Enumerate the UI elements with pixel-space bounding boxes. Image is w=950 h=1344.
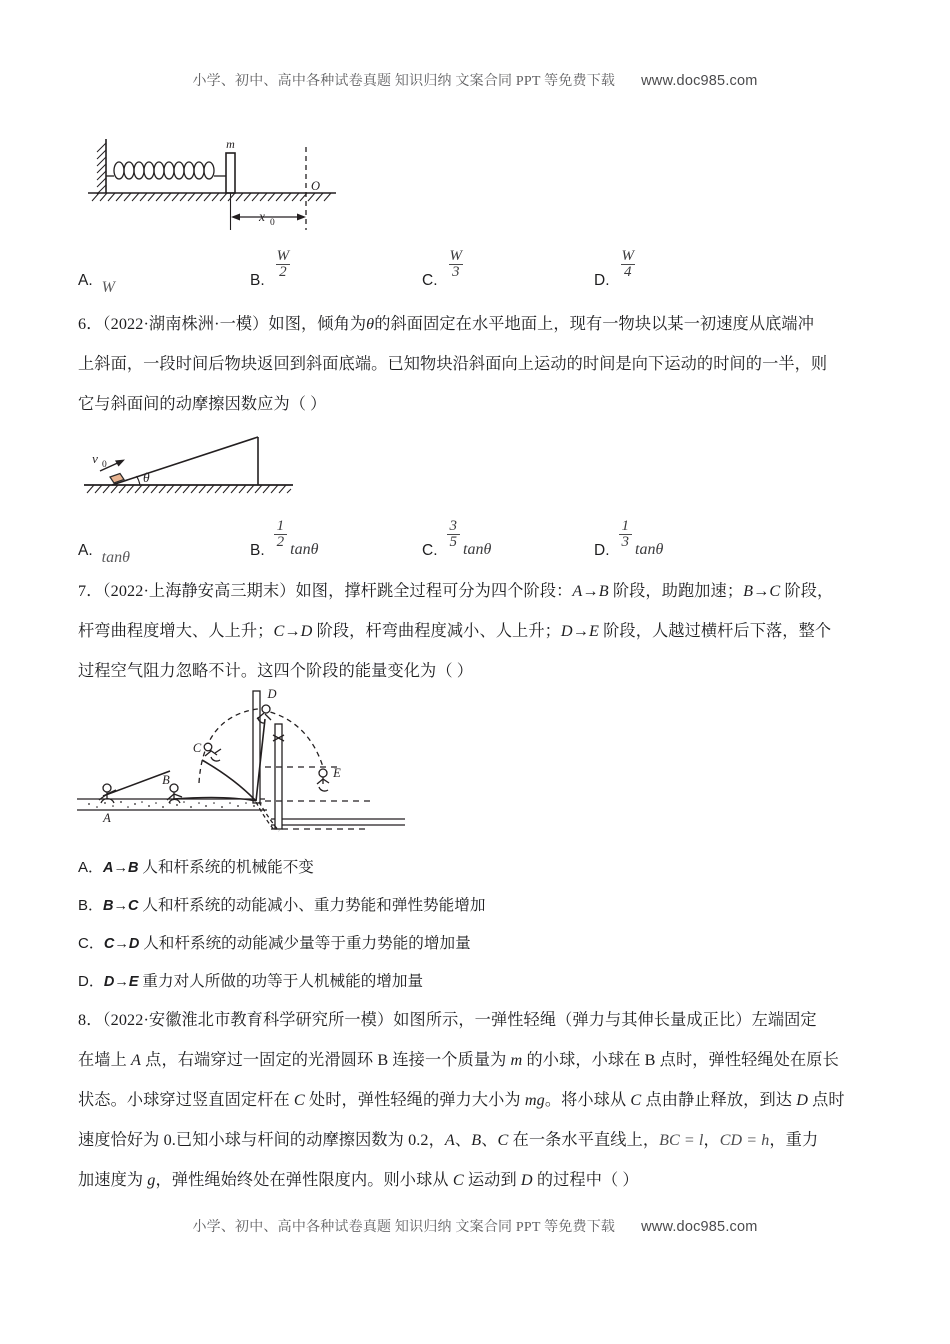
q7-answer-b-mark: B→C [103, 898, 139, 914]
figure-label-v0 [92, 451, 107, 470]
q8-line-4 [78, 1120, 878, 1161]
q6-option-b[interactable] [250, 518, 318, 560]
q6-option-a-value: tanθ [101, 549, 130, 566]
q6-options-row [78, 517, 878, 566]
q7-answer-a-label: A． [78, 859, 104, 876]
q6-option-b-denominator: 2 [274, 534, 288, 551]
header-watermark [0, 70, 950, 90]
footer-watermark-url: www.doc985.com [641, 1219, 758, 1235]
q8-line-1: 8．（2022·安徽淮北市教育科学研究所一模）如图所示，一弹性轻绳（弹力与其伸长量成正比）左端固定 [78, 1011, 817, 1029]
figure-spring-block [78, 133, 378, 233]
svg-text:0: 0 [270, 218, 275, 228]
q6-option-d-denominator: 3 [619, 534, 633, 551]
q7-answer-c-label: C． [78, 935, 104, 952]
figure-label-m: m [226, 137, 235, 151]
q7-answer-d-label: D． [78, 973, 104, 990]
q5-option-d-denominator: 4 [621, 264, 635, 281]
q6-option-c[interactable] [422, 518, 491, 560]
q7-answer-b-text: 人和杆系统的动能减小、重力势能和弹性势能增加 [138, 897, 486, 914]
q6-line-2: 上斜面，一段时间后物块返回到斜面底端。已知物块沿斜面向上运动的时间是向下运动的时间的一半，则 [78, 355, 828, 373]
q5-option-c-value [447, 249, 466, 282]
q5-option-b-value [274, 249, 293, 282]
q5-option-c-label: C. [422, 271, 438, 289]
q5-option-d-numerator: W [621, 247, 634, 264]
q8-expression-cd: CD = h [719, 1132, 770, 1149]
q7-answer-a-text: 人和杆系统的机械能不变 [138, 859, 314, 876]
q7-line-2: 杆弯曲程度增大、人上升；C→D 阶段，杆弯曲程度减小、人上升；D→E 阶段，人越过横杆后下落，整个 [78, 622, 832, 640]
q5-option-c-denominator: 3 [449, 264, 463, 281]
q6-option-b-fraction [274, 519, 288, 552]
svg-text:x: x [259, 209, 265, 224]
q8-line-5: 加速度为 g，弹性绳始终处在弹性限度内。则小球从 C 运动到 D 的过程中（ ） [78, 1171, 639, 1189]
q7-answer-c-text: 人和杆系统的动能减少量等于重力势能的增加量 [139, 935, 471, 952]
stick-figure-a [99, 784, 116, 803]
q5-option-c[interactable] [422, 248, 465, 290]
q6-option-a-label: A. [78, 541, 93, 559]
q8-line-4-text-a: 速度恰好为 0.已知小球与杆间的动摩擦因数为 0.2，A、B、C 在一条水平直线上， [78, 1131, 660, 1149]
q6-option-d-suffix: tanθ [635, 541, 664, 558]
q6-option-c-numerator: 3 [449, 517, 457, 534]
q6-line-1: 6．（2022·湖南株洲·一模）如图，倾角为θ的斜面固定在水平地面上，现有一物块以某一初速度从底端冲 [78, 315, 814, 333]
q5-option-b-label: B. [250, 271, 265, 289]
footer-watermark-text: 小学、初中、高中各种试卷真题 知识归纳 文案合同 PPT 等免费下载 [192, 1220, 616, 1235]
q7-answer-d[interactable] [78, 974, 878, 990]
q7-answer-d-text: 重力对人所做的功等于人机械能的增加量 [138, 973, 424, 990]
figure-label-theta: θ [143, 470, 150, 485]
q5-option-a-value: W [101, 279, 115, 296]
figure-label-B: B [162, 773, 170, 787]
figure-inclined-plane [78, 432, 328, 504]
stick-figure-e [317, 769, 329, 791]
figure-label-D: D [267, 687, 277, 701]
q7-answer-d-mark: D→E [103, 974, 139, 990]
figure-label-C: C [192, 741, 202, 755]
q8-line-4-text-b: ，重力 [769, 1131, 819, 1149]
q6-option-d-numerator: 1 [621, 517, 629, 534]
q5-option-d-value [619, 249, 638, 282]
q8-line-4-separator: ， [703, 1131, 720, 1149]
q6-option-b-numerator: 1 [276, 517, 285, 534]
q5-option-b-numerator: W [276, 247, 290, 264]
svg-text:v: v [92, 451, 98, 466]
svg-text:0: 0 [102, 460, 107, 470]
figure-pole-vault [75, 683, 405, 831]
figure-label-E: E [333, 766, 341, 780]
stick-figure-c [204, 743, 221, 761]
q8-line-2: 在墙上 A 点，右端穿过一固定的光滑圆环 B 连接一个质量为 m 的小球，小球在 B 点时，弹性轻绳处在原长 [78, 1051, 839, 1069]
figure-label-O: O [311, 179, 321, 193]
q5-option-d[interactable] [594, 248, 637, 290]
q5-option-a[interactable] [78, 248, 115, 296]
q5-option-a-label: A. [78, 271, 93, 289]
q7-line-1: 7．（2022·上海静安高三期末）如图，撑杆跳全过程可分为四个阶段：A→B 阶段，助跑加速；B→C 阶段， [78, 582, 834, 600]
q7-answer-b-label: B． [78, 897, 104, 914]
q5-option-b[interactable] [250, 248, 292, 290]
figure-label-A: A [103, 811, 111, 825]
q7-answer-b[interactable] [78, 898, 878, 914]
q7-answer-a[interactable] [78, 860, 878, 876]
q6-option-d-fraction [619, 519, 633, 552]
q7-answer-a-mark: A→B [103, 860, 139, 876]
q6-option-c-fraction [447, 519, 461, 552]
q7-answer-c-mark: C→D [103, 936, 140, 952]
q6-option-a[interactable] [78, 518, 130, 566]
q6-option-c-denominator: 5 [447, 534, 461, 551]
watermark-text: 小学、初中、高中各种试卷真题 知识归纳 文案合同 PPT 等免费下载 [192, 74, 616, 89]
q5-options-row [78, 247, 878, 296]
footer-watermark [0, 1216, 950, 1236]
q5-option-c-numerator: W [449, 247, 462, 264]
q5-option-d-label: D. [594, 271, 610, 289]
q8-expression-bc: BC = l [659, 1132, 704, 1149]
q6-option-c-label: C. [422, 541, 438, 559]
watermark-url: www.doc985.com [641, 73, 758, 89]
q6-line-3: 它与斜面间的动摩擦因数应为（ ） [78, 395, 327, 413]
q6-option-b-label: B. [250, 541, 265, 559]
q7-line-3: 过程空气阻力忽略不计。这四个阶段的能量变化为（ ） [78, 662, 474, 680]
q5-option-b-denominator: 2 [276, 264, 290, 281]
q7-answer-c[interactable] [78, 936, 878, 952]
q6-option-d[interactable] [594, 518, 663, 560]
q6-option-d-label: D. [594, 541, 610, 559]
q6-option-b-suffix: tanθ [290, 541, 319, 558]
q6-option-c-suffix: tanθ [463, 541, 492, 558]
q8-line-3: 状态。小球穿过竖直固定杆在 C 处时，弹性轻绳的弹力大小为 mg。将小球从 C 点由静止释放，到达 D 点时 [78, 1091, 845, 1109]
